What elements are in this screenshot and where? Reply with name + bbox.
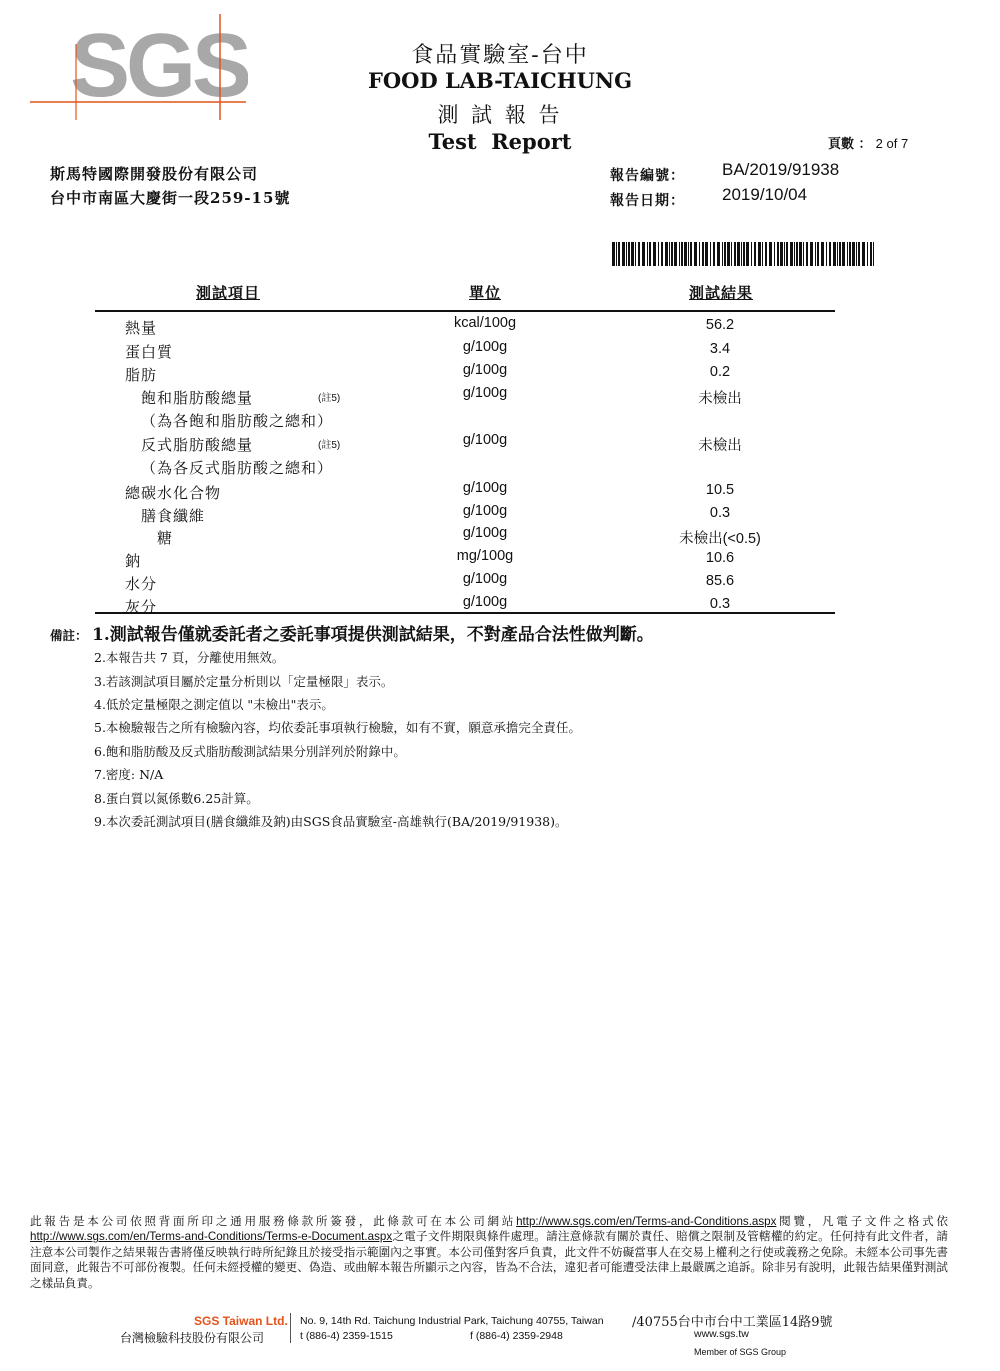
barcode-bar [862, 242, 865, 266]
row-result: 0.2 [709, 364, 731, 380]
barcode-bar [731, 242, 732, 266]
barcode-bar [806, 242, 808, 266]
row-unit: g/100g [462, 385, 508, 401]
table-top-rule [95, 310, 835, 312]
page-value: 2 of 7 [875, 136, 909, 151]
note-item: 5.本檢驗報告之所有檢驗內容，均依委託事項執行檢驗，如有不實，願意承擔完全責任。 [94, 720, 581, 735]
row-item-label: 飽和脂肪酸總量 [141, 389, 254, 407]
barcode-bar [758, 242, 761, 266]
barcode-bar [821, 242, 824, 266]
note-item: 9.本次委託測試項目(膳食纖維及鈉)由SGS食品實驗室-高雄執行(BA/2019/91938)。 [94, 814, 568, 829]
barcode-bar [702, 242, 704, 266]
row-item-label: 鈉 [125, 552, 142, 570]
e-document-terms-link[interactable]: http://www.sgs.com/en/Terms-and-Conditions/Terms-e-Document.aspx [30, 1230, 393, 1244]
row-result: 0.3 [709, 596, 731, 612]
barcode-bar [694, 242, 697, 266]
row-unit: g/100g [462, 571, 508, 587]
disclaimer-text-2: 閱覽，凡電子文件之格式依 [776, 1214, 948, 1228]
barcode-bar [684, 242, 687, 266]
page-number [828, 133, 908, 152]
lab-name-zh: 食品實驗室-台中 [411, 43, 589, 68]
barcode-bar [618, 242, 620, 266]
barcode-bar [833, 242, 836, 266]
barcode-bar [642, 242, 645, 266]
barcode-bar [626, 242, 627, 266]
row-unit: g/100g [462, 480, 508, 496]
footer-website[interactable]: www.sgs.tw [694, 1328, 749, 1340]
barcode-bar [746, 242, 749, 266]
barcode-bar [688, 242, 689, 266]
barcode-bar [786, 242, 788, 266]
row-item-label: 水分 [125, 575, 158, 593]
row-item-label: 膳食纖維 [141, 507, 206, 525]
barcode-bar [810, 242, 813, 266]
barcode-bar [727, 242, 730, 266]
row-unit: kcal/100g [453, 315, 517, 331]
row-item-label: 總碳水化合物 [125, 484, 222, 502]
barcode-bar [826, 242, 827, 266]
barcode-bar [858, 242, 860, 266]
footer-address-en: No. 9, 14th Rd. Taichung Industrial Park, Taichung 40755, Taiwan [300, 1315, 604, 1327]
row-unit: g/100g [462, 525, 508, 541]
lab-name-en: FOOD LAB-TAICHUNG [367, 68, 633, 93]
header-unit: 單位 [469, 284, 502, 302]
disclaimer [30, 1214, 948, 1291]
barcode-bar [837, 242, 838, 266]
footer-company-zh: 台灣檢驗科技股份有限公司 [120, 1331, 265, 1345]
barcode-bar [622, 242, 625, 266]
barcode-bar [724, 242, 726, 266]
barcode-bar [653, 242, 656, 266]
row-result: 56.2 [705, 317, 735, 333]
barcode-bar [829, 242, 831, 266]
page-label: 頁數 ： [828, 137, 872, 152]
barcode [612, 242, 874, 266]
barcode-bar [762, 242, 763, 266]
barcode-bar [856, 242, 857, 266]
barcode-bar [839, 242, 841, 266]
barcode-bar [754, 242, 756, 266]
barcode-bar [799, 242, 802, 266]
header-result: 測試結果 [689, 284, 754, 302]
barcode-bar [737, 242, 740, 266]
note-item: 2.本報告共 7 頁，分離使用無效。 [94, 650, 285, 665]
report-title-zh: 測 試 報 告 [437, 103, 563, 127]
barcode-bar [774, 242, 775, 266]
report-title-en: Test Report [428, 129, 572, 154]
note-item: 4.低於定量極限之測定值以 "未檢出"表示。 [94, 697, 334, 712]
barcode-bar [649, 242, 651, 266]
svg-text:SGS: SGS [70, 16, 248, 116]
row-item-label: 灰分 [125, 598, 158, 616]
client-address: 台中市南區大慶街一段259-15號 [50, 189, 291, 207]
barcode-bar [638, 242, 640, 266]
row-footnote-ref: (註5) [318, 393, 341, 404]
barcode-bar [665, 242, 668, 266]
barcode-bar [612, 242, 615, 266]
row-unit: g/100g [462, 362, 508, 378]
footer-member: Member of SGS Group [694, 1347, 787, 1357]
barcode-bar [873, 242, 874, 266]
barcode-bar [870, 242, 872, 266]
barcode-bar [847, 242, 848, 266]
barcode-bar [671, 242, 673, 266]
barcode-bar [681, 242, 683, 266]
row-result: 未檢出 [698, 438, 742, 454]
row-item-label: 反式脂肪酸總量 [141, 436, 254, 454]
row-unit: g/100g [462, 503, 508, 519]
row-footnote-ref: (註5) [318, 440, 341, 451]
disclaimer-text-1: 此報告是本公司依照背面所印之通用服務條款所簽發，此條款可在本公司網站 [30, 1214, 517, 1228]
barcode-bar [751, 242, 752, 266]
barcode-bar [803, 242, 804, 266]
report-number-label: 報告編號： [610, 168, 685, 184]
barcode-bar [777, 242, 779, 266]
barcode-bar [796, 242, 798, 266]
note-item: 6.飽和脂肪酸及反式脂肪酸測試結果分別詳列於附錄中。 [94, 744, 406, 759]
barcode-bar [705, 242, 708, 266]
barcode-bar [765, 242, 767, 266]
barcode-bar [690, 242, 692, 266]
footer-tel: t (886-4) 2359-1515 [300, 1330, 393, 1342]
footer-company-en: SGS Taiwan Ltd. [194, 1314, 288, 1328]
sgs-logo [28, 14, 248, 120]
row-unit: g/100g [462, 432, 508, 448]
row-result: 未檢出(<0.5) [679, 531, 761, 547]
barcode-bar [784, 242, 785, 266]
row-item-label: 蛋白質 [125, 343, 174, 361]
barcode-bar [628, 242, 630, 266]
note-item: 7.密度: N/A [94, 767, 164, 782]
barcode-bar [699, 242, 700, 266]
report-date-value: 2019/10/04 [722, 185, 808, 204]
barcode-bar [741, 242, 742, 266]
barcode-bar [658, 242, 659, 266]
barcode-bar [635, 242, 636, 266]
row-result: 10.6 [705, 550, 735, 566]
barcode-bar [817, 242, 819, 266]
barcode-bar [852, 242, 855, 266]
row-result: 10.5 [705, 482, 735, 498]
disclaimer-text-3: 之電子文件期限與條件處理。請注意條款有關於責任、賠償之限制及管轄權的約定。任何持有此文件者，請注意本公司製作之結果報告書將僅反映執行時所紀錄且於接受指示範圍內之事實。本公司僅對客戶負責，此文件不妨礙當事人在交易上權利之行使或義務之免除。未經本公司事先書面同意，此報告不可部份複製。任何未經授權的變更、偽造、或曲解本報告所顯示之內容，皆為不合法，違犯者可能遭受法律上最嚴厲之追訴。除非另有說明，此報告結果僅對測試之樣品負責。 [30, 1229, 948, 1290]
report-date-label: 報告日期： [610, 193, 685, 209]
footer-address-zh: /40755台中市台中工業區14路9號 [632, 1315, 833, 1330]
header-test-item: 測試項目 [196, 284, 261, 302]
barcode-bar [674, 242, 677, 266]
row-item-label: 脂肪 [125, 366, 158, 384]
note-item: 3.若該測試項目屬於定量分析則以「定量極限」表示。 [94, 674, 394, 689]
barcode-bar [679, 242, 680, 266]
row-item-label: （為各飽和脂肪酸之總和） [141, 412, 334, 430]
barcode-bar [710, 242, 711, 266]
barcode-bar [734, 242, 736, 266]
footer-fax: f (886-4) 2359-2948 [470, 1330, 563, 1342]
barcode-bar [616, 242, 617, 266]
row-result: 3.4 [709, 341, 731, 357]
row-result: 85.6 [705, 573, 735, 589]
barcode-bar [713, 242, 715, 266]
barcode-bar [867, 242, 868, 266]
note-item: 1.測試報告僅就委託者之委託事項提供測試結果，不對產品合法性做判斷。 [92, 625, 654, 645]
barcode-bar [790, 242, 793, 266]
barcode-bar [849, 242, 851, 266]
row-result: 未檢出 [698, 391, 742, 407]
barcode-bar [815, 242, 816, 266]
barcode-bar [842, 242, 845, 266]
table-bottom-rule [95, 612, 835, 614]
report-number-value: BA/2019/91938 [722, 160, 840, 179]
barcode-bar [647, 242, 648, 266]
row-unit: g/100g [462, 339, 508, 355]
row-item-label: 熱量 [125, 319, 158, 337]
terms-link[interactable]: http://www.sgs.com/en/Terms-and-Conditions.aspx [516, 1215, 777, 1228]
client-name: 斯馬特國際開發股份有限公司 [50, 165, 259, 183]
row-unit: g/100g [462, 594, 508, 610]
notes-label: 備註： [50, 628, 88, 643]
barcode-bar [631, 242, 634, 266]
barcode-bar [717, 242, 720, 266]
barcode-bar [780, 242, 783, 266]
barcode-bar [669, 242, 670, 266]
note-item: 8.蛋白質以氮係數6.25計算。 [94, 791, 259, 806]
barcode-bar [661, 242, 663, 266]
row-result: 0.3 [709, 505, 731, 521]
row-unit: mg/100g [456, 548, 514, 564]
barcode-bar [722, 242, 723, 266]
footer-divider [290, 1313, 291, 1343]
row-item-label: 糖 [157, 529, 174, 547]
row-item-label: （為各反式脂肪酸之總和） [141, 459, 334, 477]
barcode-bar [794, 242, 795, 266]
barcode-bar [743, 242, 745, 266]
barcode-bar [769, 242, 772, 266]
